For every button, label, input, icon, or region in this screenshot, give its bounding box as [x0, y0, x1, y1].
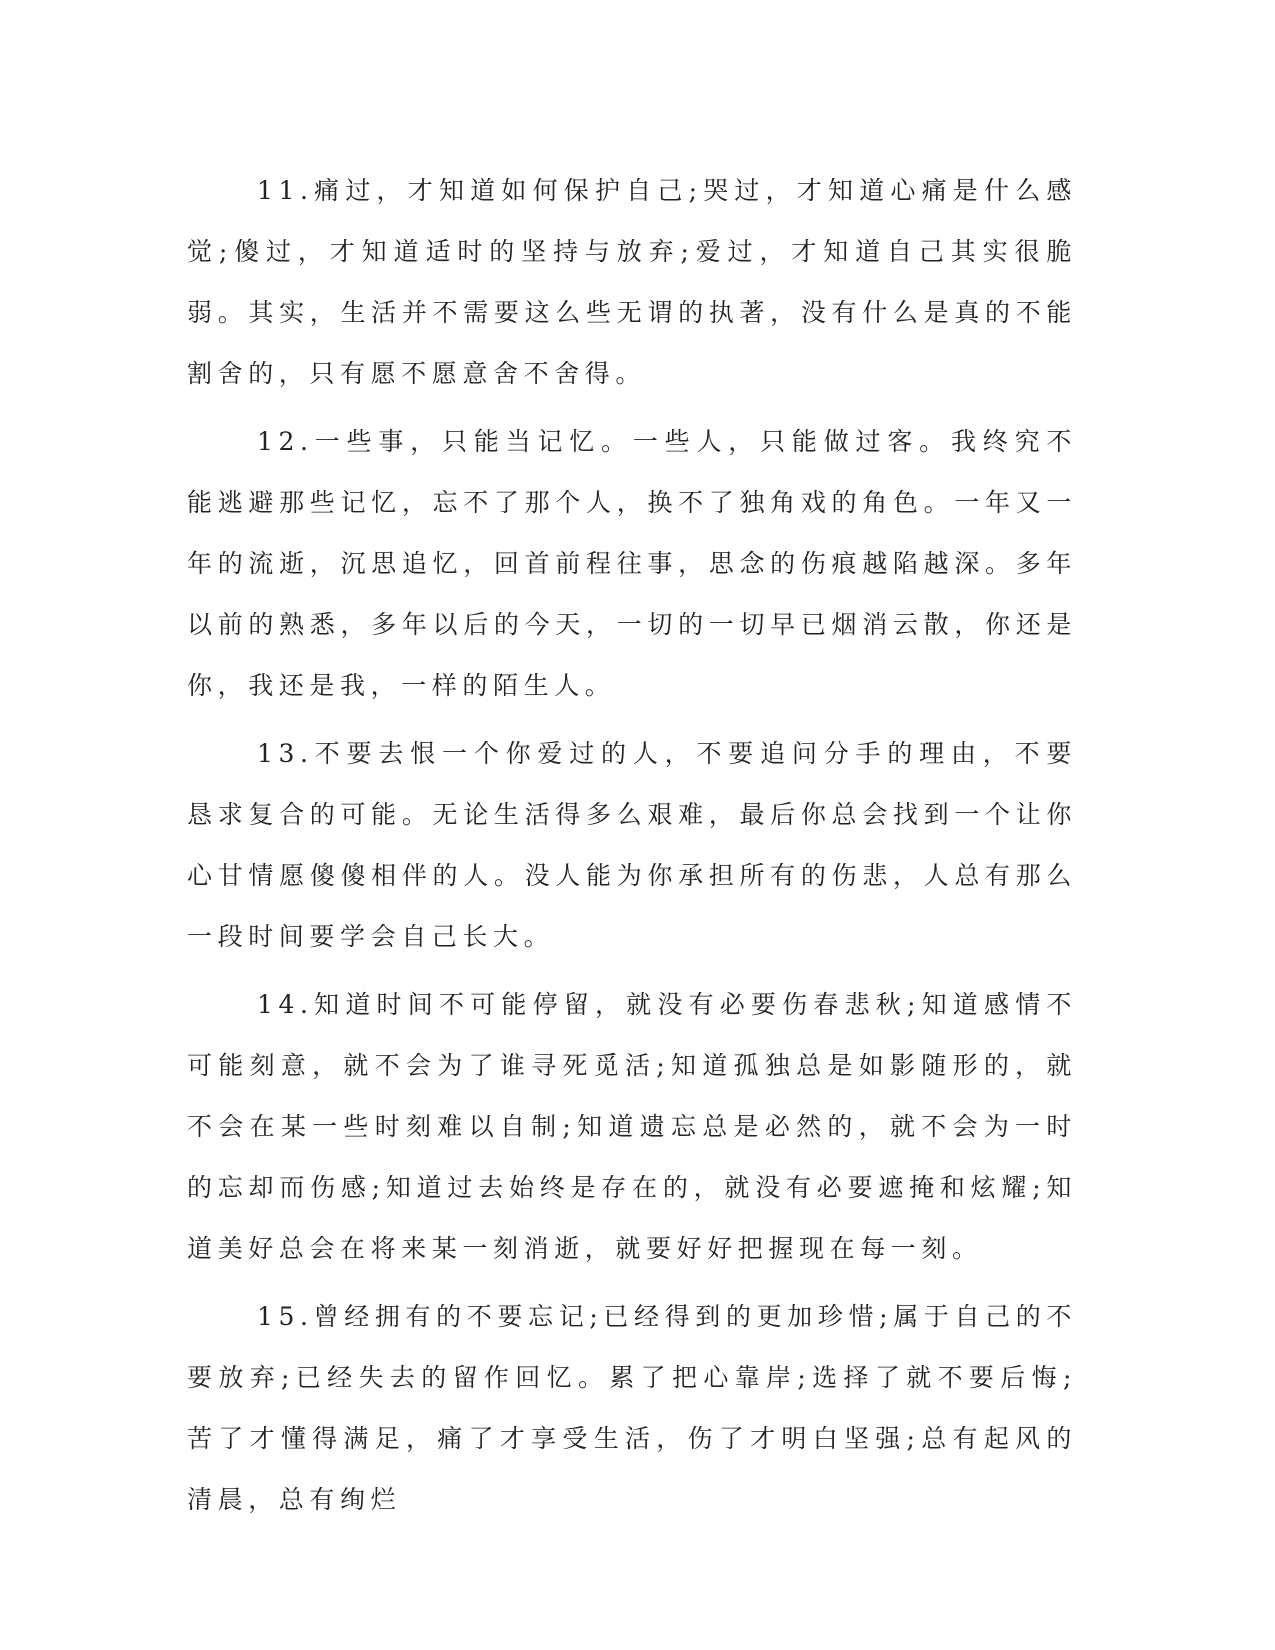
- paragraph-15: 15.曾经拥有的不要忘记;已经得到的更加珍惜;属于自己的不要放弃;已经失去的留作回忆。累了把心靠岸;选择了就不要后悔;苦了才懂得满足，痛了才享受生活，伤了才明白坚强;总有起风的清晨，总有绚烂: [187, 1302, 1077, 1514]
- paragraph-14: 14.知道时间不可能停留，就没有必要伤春悲秋;知道感情不可能刻意，就不会为了谁寻死觅活;知道孤独总是如影随形的，就不会在某一些时刻难以自制;知道遗忘总是必然的，就不会为一时的忘却而伤感;知道过去始终是存在的，就没有必要遮掩和炫耀;知道美好总会在将来某一刻消逝，就要好好把握现在每一刻。: [187, 990, 1077, 1263]
- paragraph-12: 12.一些事，只能当记忆。一些人，只能做过客。我终究不能逃避那些记忆，忘不了那个人，换不了独角戏的角色。一年又一年的流逝，沉思追忆，回首前程往事，思念的伤痕越陷越深。多年以前的熟悉，多年以后的今天，一切的一切早已烟消云散，你还是你，我还是我，一样的陌生人。: [187, 427, 1077, 700]
- document-body: [187, 160, 1077, 1537]
- paragraph-11: 11.痛过，才知道如何保护自己;哭过，才知道心痛是什么感觉;傻过，才知道适时的坚持与放弃;爱过，才知道自己其实很脆弱。其实，生活并不需要这么些无谓的执著，没有什么是真的不能割舍的，只有愿不愿意舍不舍得。: [187, 176, 1077, 388]
- paragraph-13: 13.不要去恨一个你爱过的人，不要追问分手的理由，不要恳求复合的可能。无论生活得多么艰难，最后你总会找到一个让你心甘情愿傻傻相伴的人。没人能为你承担所有的伤悲，人总有那么一段时间要学会自己长大。: [187, 739, 1077, 951]
